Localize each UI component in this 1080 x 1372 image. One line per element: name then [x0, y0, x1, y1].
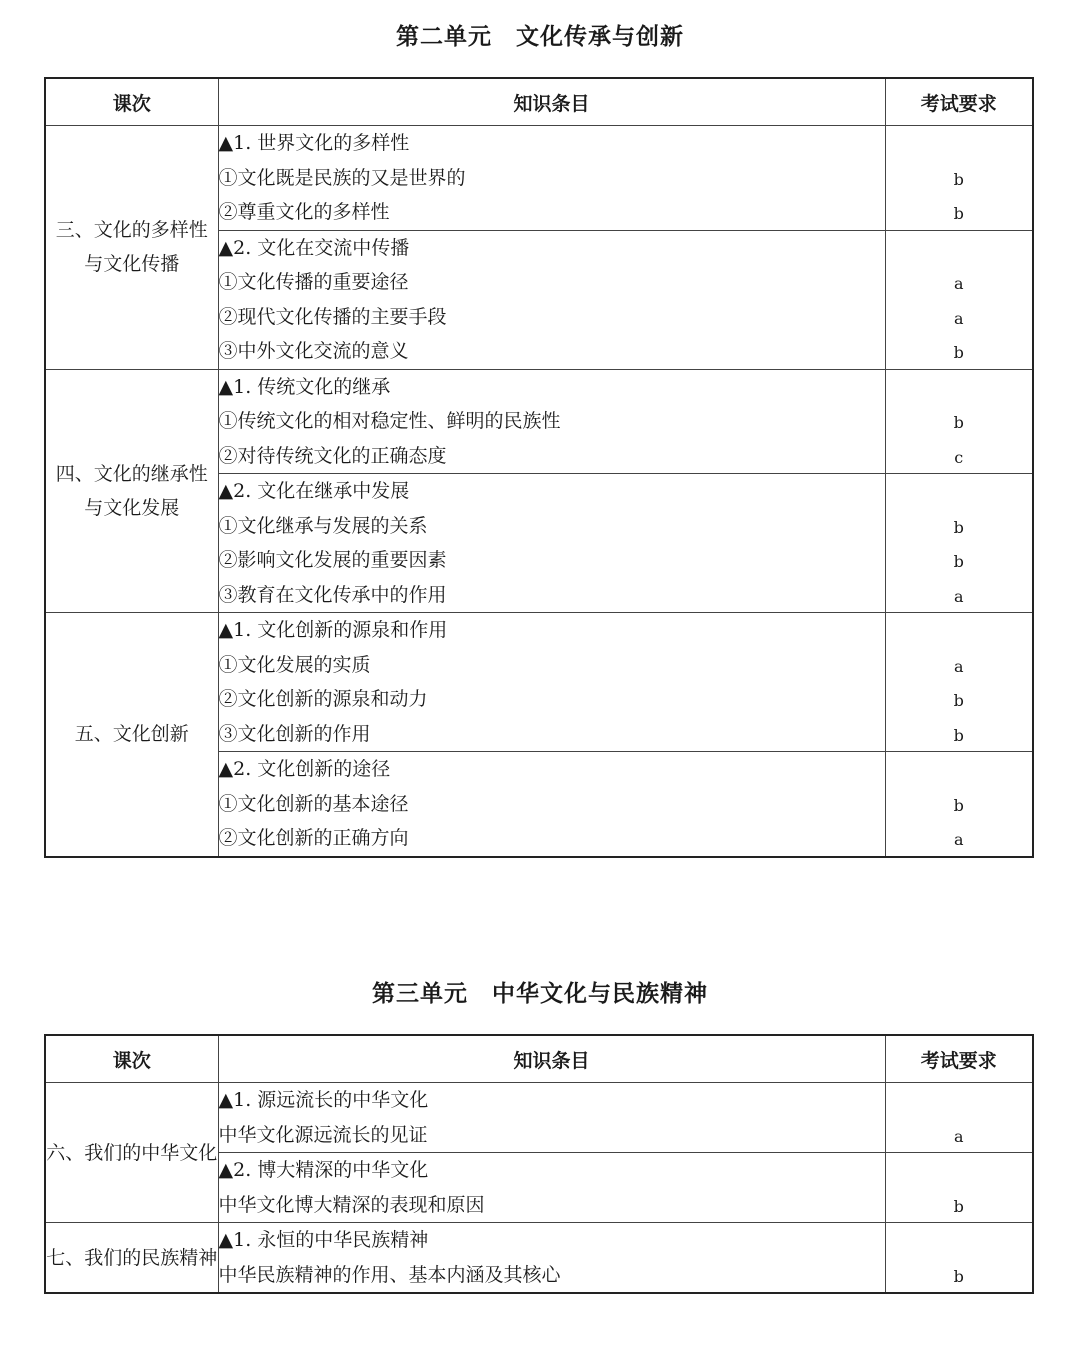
- knowledge-item: 中华文化源远流长的见证: [218, 1123, 428, 1146]
- requirement-cell: [885, 369, 1033, 474]
- knowledge-item: ①文化发展的实质: [218, 653, 371, 676]
- knowledge-group-cell: [218, 230, 885, 369]
- requirement-cell: [885, 126, 1033, 231]
- group-title: ▲1. 文化创新的源泉和作用: [218, 619, 448, 641]
- unit-3-syllabus-table: [44, 1034, 1034, 1294]
- lesson-name-line: 与文化传播: [84, 253, 180, 276]
- knowledge-group-cell: [218, 1223, 885, 1294]
- knowledge-group-cell: [218, 474, 885, 613]
- requirement-cell: [885, 1153, 1033, 1223]
- knowledge-group-cell: [218, 369, 885, 474]
- requirement-level: a: [953, 830, 964, 849]
- header-exam-requirement: 考试要求: [885, 78, 1033, 126]
- lesson-name-cell: [45, 1083, 218, 1223]
- requirement-level: a: [953, 1126, 964, 1146]
- requirement-level: b: [953, 517, 964, 537]
- requirement-spacer: [886, 1223, 1033, 1258]
- requirement-level: a: [953, 308, 964, 328]
- lesson-name-line: 七、我们的民族精神: [46, 1246, 218, 1269]
- header-exam-requirement: 考试要求: [885, 1035, 1033, 1083]
- knowledge-item: ②对待传统文化的正确态度: [218, 444, 447, 467]
- requirement-level: b: [953, 1266, 964, 1286]
- requirement-level: b: [953, 343, 964, 362]
- lesson-name-cell: [45, 1223, 218, 1294]
- requirement-level: b: [953, 169, 964, 189]
- knowledge-group-cell: [218, 752, 885, 857]
- group-title: ▲1. 源远流长的中华文化: [218, 1089, 429, 1111]
- requirement-spacer: [886, 752, 1033, 787]
- knowledge-item: ①文化传播的重要途径: [218, 271, 409, 293]
- requirement-level: a: [953, 274, 964, 293]
- header-knowledge-items: 知识条目: [218, 78, 885, 126]
- knowledge-item: 中华文化博大精深的表现和原因: [218, 1193, 485, 1216]
- knowledge-item: ③中外文化交流的意义: [218, 340, 409, 362]
- requirement-cell: [885, 1083, 1033, 1153]
- requirement-level: b: [953, 413, 964, 432]
- header-lesson: 课次: [45, 1035, 218, 1083]
- header-lesson: 课次: [45, 78, 218, 126]
- knowledge-group-cell: [218, 1153, 885, 1223]
- requirement-level: b: [953, 204, 964, 223]
- knowledge-item: ②影响文化发展的重要因素: [218, 549, 447, 571]
- knowledge-item: ③教育在文化传承中的作用: [218, 583, 447, 606]
- lesson-name-line: 五、文化创新: [74, 723, 189, 746]
- table-row: [45, 369, 1033, 474]
- table-row: [45, 1223, 1033, 1294]
- table-header-row: [45, 1035, 1033, 1083]
- group-title: ▲1. 永恒的中华民族精神: [218, 1229, 429, 1251]
- knowledge-item: ②现代文化传播的主要手段: [218, 305, 447, 328]
- group-title: ▲2. 博大精深的中华文化: [218, 1159, 429, 1181]
- lesson-name-line: 与文化发展: [84, 496, 180, 519]
- knowledge-group-cell: [218, 1083, 885, 1153]
- knowledge-item: ②尊重文化的多样性: [218, 201, 390, 223]
- knowledge-group-cell: [218, 126, 885, 231]
- knowledge-item: ①文化创新的基本途径: [218, 792, 409, 815]
- requirement-spacer: [886, 231, 1033, 266]
- group-title: ▲2. 文化在继承中发展: [218, 480, 410, 502]
- table-row: [45, 613, 1033, 752]
- requirement-level: b: [953, 725, 964, 745]
- requirement-spacer: [886, 126, 1033, 161]
- requirement-cell: [885, 1223, 1033, 1294]
- requirement-level: c: [954, 447, 964, 467]
- requirement-level: b: [953, 1196, 964, 1216]
- knowledge-item: ①传统文化的相对稳定性、鲜明的民族性: [218, 410, 561, 432]
- requirement-cell: [885, 752, 1033, 857]
- unit-2-syllabus-table: [44, 77, 1034, 858]
- group-title: ▲2. 文化在交流中传播: [218, 236, 410, 259]
- requirement-level: b: [953, 552, 964, 571]
- requirement-level: b: [953, 795, 964, 815]
- requirement-cell: [885, 613, 1033, 752]
- lesson-name-cell: [45, 613, 218, 857]
- unit-3-title: 第三单元 中华文化与民族精神: [372, 981, 708, 1007]
- lesson-name-cell: [45, 369, 218, 613]
- knowledge-item: 中华民族精神的作用、基本内涵及其核心: [218, 1263, 561, 1286]
- lesson-name-cell: [45, 126, 218, 370]
- knowledge-group-cell: [218, 613, 885, 752]
- requirement-spacer: [886, 474, 1033, 509]
- knowledge-item: ②文化创新的正确方向: [218, 827, 409, 849]
- requirement-spacer: [886, 613, 1033, 648]
- requirement-cell: [885, 230, 1033, 369]
- requirement-cell: [885, 474, 1033, 613]
- requirement-level: a: [953, 586, 964, 606]
- knowledge-item: ①文化继承与发展的关系: [218, 514, 428, 537]
- knowledge-item: ③文化创新的作用: [218, 722, 371, 745]
- requirement-level: b: [953, 691, 964, 710]
- requirement-level: a: [953, 656, 964, 676]
- table-row: [45, 126, 1033, 231]
- knowledge-item: ②文化创新的源泉和动力: [218, 688, 428, 710]
- table-row: [45, 1083, 1033, 1153]
- unit-2-title: 第二单元 文化传承与创新: [396, 24, 684, 50]
- lesson-name-line: 三、文化的多样性: [55, 219, 208, 242]
- header-knowledge-items: 知识条目: [218, 1035, 885, 1083]
- lesson-name-line: 六、我们的中华文化: [46, 1141, 218, 1164]
- group-title: ▲2. 文化创新的途径: [218, 758, 391, 780]
- group-title: ▲1. 世界文化的多样性: [218, 132, 410, 154]
- lesson-name-line: 四、文化的继承性: [55, 462, 208, 485]
- requirement-spacer: [886, 1083, 1033, 1118]
- knowledge-item: ①文化既是民族的又是世界的: [218, 166, 466, 189]
- table-header-row: [45, 78, 1033, 126]
- group-title: ▲1. 传统文化的继承: [218, 375, 391, 398]
- requirement-spacer: [886, 370, 1033, 405]
- requirement-spacer: [886, 1153, 1033, 1188]
